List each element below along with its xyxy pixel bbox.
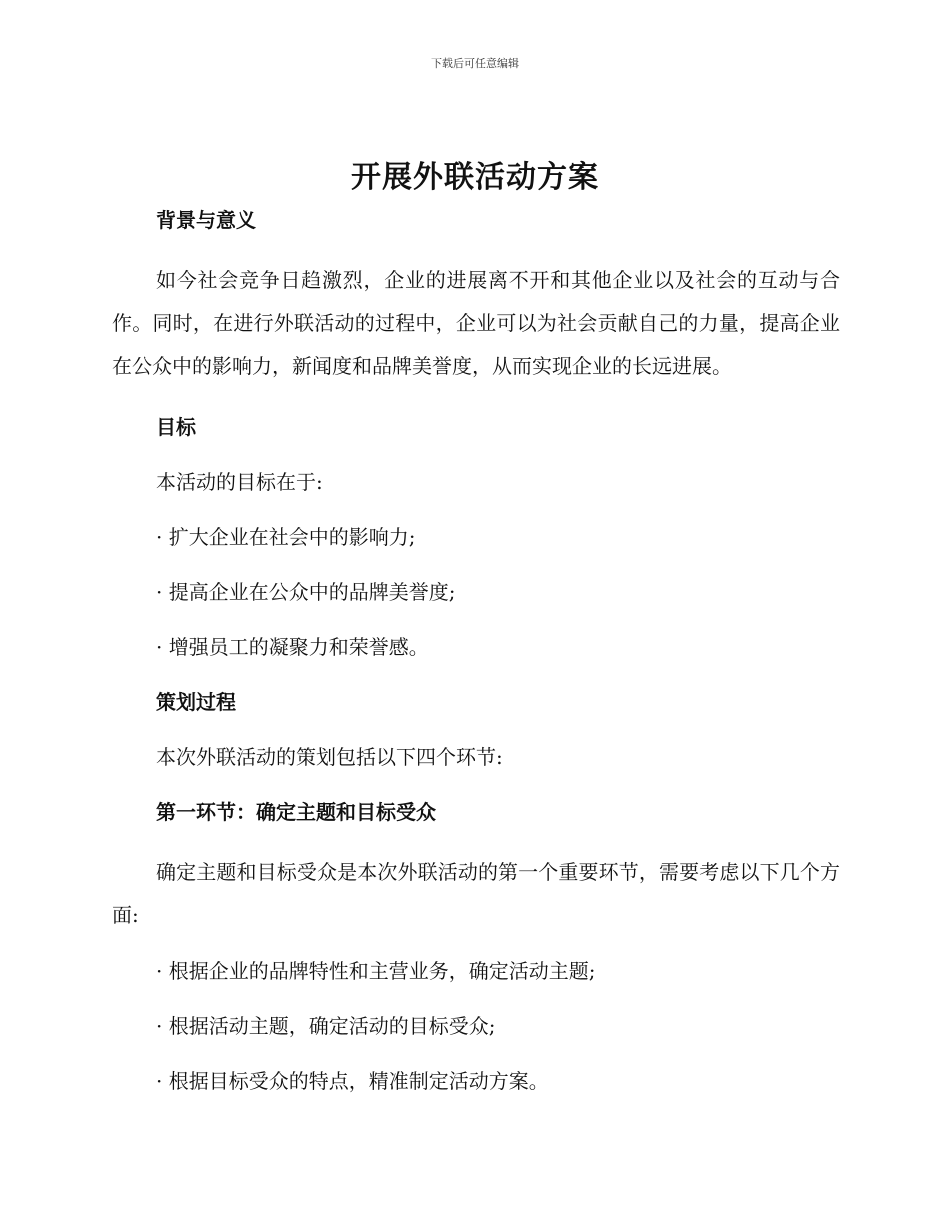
document-body [112, 204, 840, 1097]
goal-item: · 增强员工的凝聚力和荣誉感。 [156, 635, 429, 659]
section-heading-background: 背景与意义 [156, 208, 256, 232]
goal-item: · 提高企业在公众中的品牌美誉度; [156, 580, 456, 604]
planning-intro: 本次外联活动的策划包括以下四个环节: [156, 745, 503, 769]
step1-item: · 根据活动主题，确定活动的目标受众; [156, 1014, 496, 1038]
section-heading-goals: 目标 [156, 415, 196, 439]
goals-intro: 本活动的目标在于: [156, 470, 323, 494]
step1-heading: 第一环节：确定主题和目标受众 [156, 800, 436, 824]
step1-paragraph: 确定主题和目标受众是本次外联活动的第一个重要环节，需要考虑以下几个方面: [112, 860, 840, 927]
document-title: 开展外联活动方案 [351, 160, 599, 195]
step1-item: · 根据目标受众的特点，精准制定活动方案。 [156, 1069, 549, 1093]
step1-item: · 根据企业的品牌特性和主营业务，确定活动主题; [156, 959, 596, 983]
header-note: 下载后可任意编辑 [431, 57, 519, 70]
section-heading-planning: 策划过程 [156, 690, 236, 714]
background-paragraph: 如今社会竞争日趋激烈，企业的进展离不开和其他企业以及社会的互动与合作。同时，在进行外联活动的过程中，企业可以为社会贡献自己的力量，提高企业在公众中的影响力，新闻度和品牌美誉度，从而实现企业的长远进展。 [112, 268, 840, 378]
goal-item: · 扩大企业在社会中的影响力; [156, 525, 416, 549]
